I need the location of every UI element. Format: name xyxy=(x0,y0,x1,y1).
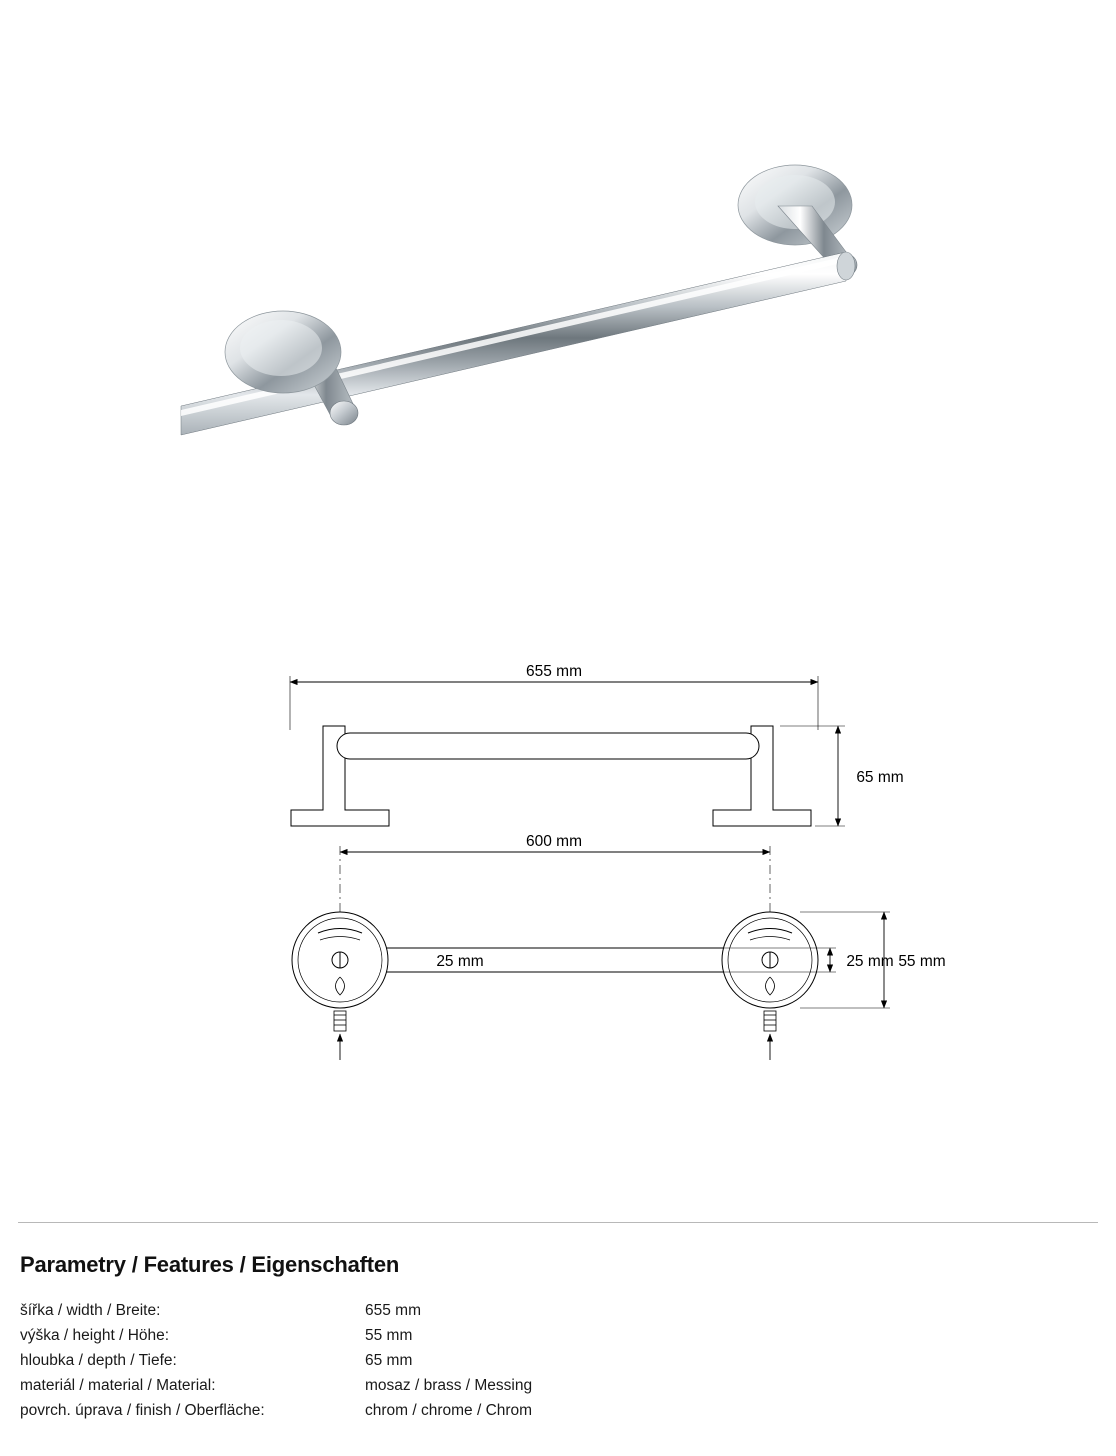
dim-width-label: 655 mm xyxy=(526,663,582,680)
parameter-row xyxy=(20,1373,1080,1398)
product-photo-svg xyxy=(0,110,1116,490)
dim-center-label: 600 mm xyxy=(526,833,582,850)
section-divider xyxy=(18,1222,1098,1223)
parameter-label: materiál / material / Material: xyxy=(20,1377,216,1394)
technical-drawings xyxy=(0,630,1116,1080)
parameter-row xyxy=(20,1323,1080,1348)
right-wall-plate xyxy=(738,165,852,245)
parameters-section xyxy=(20,1252,1080,1423)
parameter-value: 55 mm xyxy=(365,1327,413,1344)
product-photo xyxy=(0,110,1116,490)
parameters-title: Parametry / Features / Eigenschaften xyxy=(20,1252,400,1277)
left-wall-plate xyxy=(225,311,341,393)
parameter-row xyxy=(20,1348,1080,1373)
technical-drawings-svg xyxy=(0,630,1116,1080)
parameter-label: povrch. úprava / finish / Oberfläche: xyxy=(20,1402,265,1419)
parameter-row xyxy=(20,1298,1080,1323)
parameter-value: chrom / chrome / Chrom xyxy=(365,1402,533,1419)
dim-inner-left-label: 25 mm xyxy=(436,953,484,970)
parameter-value: 655 mm xyxy=(365,1302,421,1319)
dim-height-label: 55 mm xyxy=(898,953,946,970)
parameter-value: mosaz / brass / Messing xyxy=(365,1377,533,1394)
parameter-label: šířka / width / Breite: xyxy=(20,1302,161,1319)
dim-inner-right-label: 25 mm xyxy=(846,953,894,970)
parameter-value: 65 mm xyxy=(365,1352,413,1369)
parameter-label: výška / height / Höhe: xyxy=(20,1327,170,1344)
dim-depth-label: 65 mm xyxy=(856,769,904,786)
parameter-row xyxy=(20,1398,1080,1423)
parameter-label: hloubka / depth / Tiefe: xyxy=(20,1352,177,1369)
